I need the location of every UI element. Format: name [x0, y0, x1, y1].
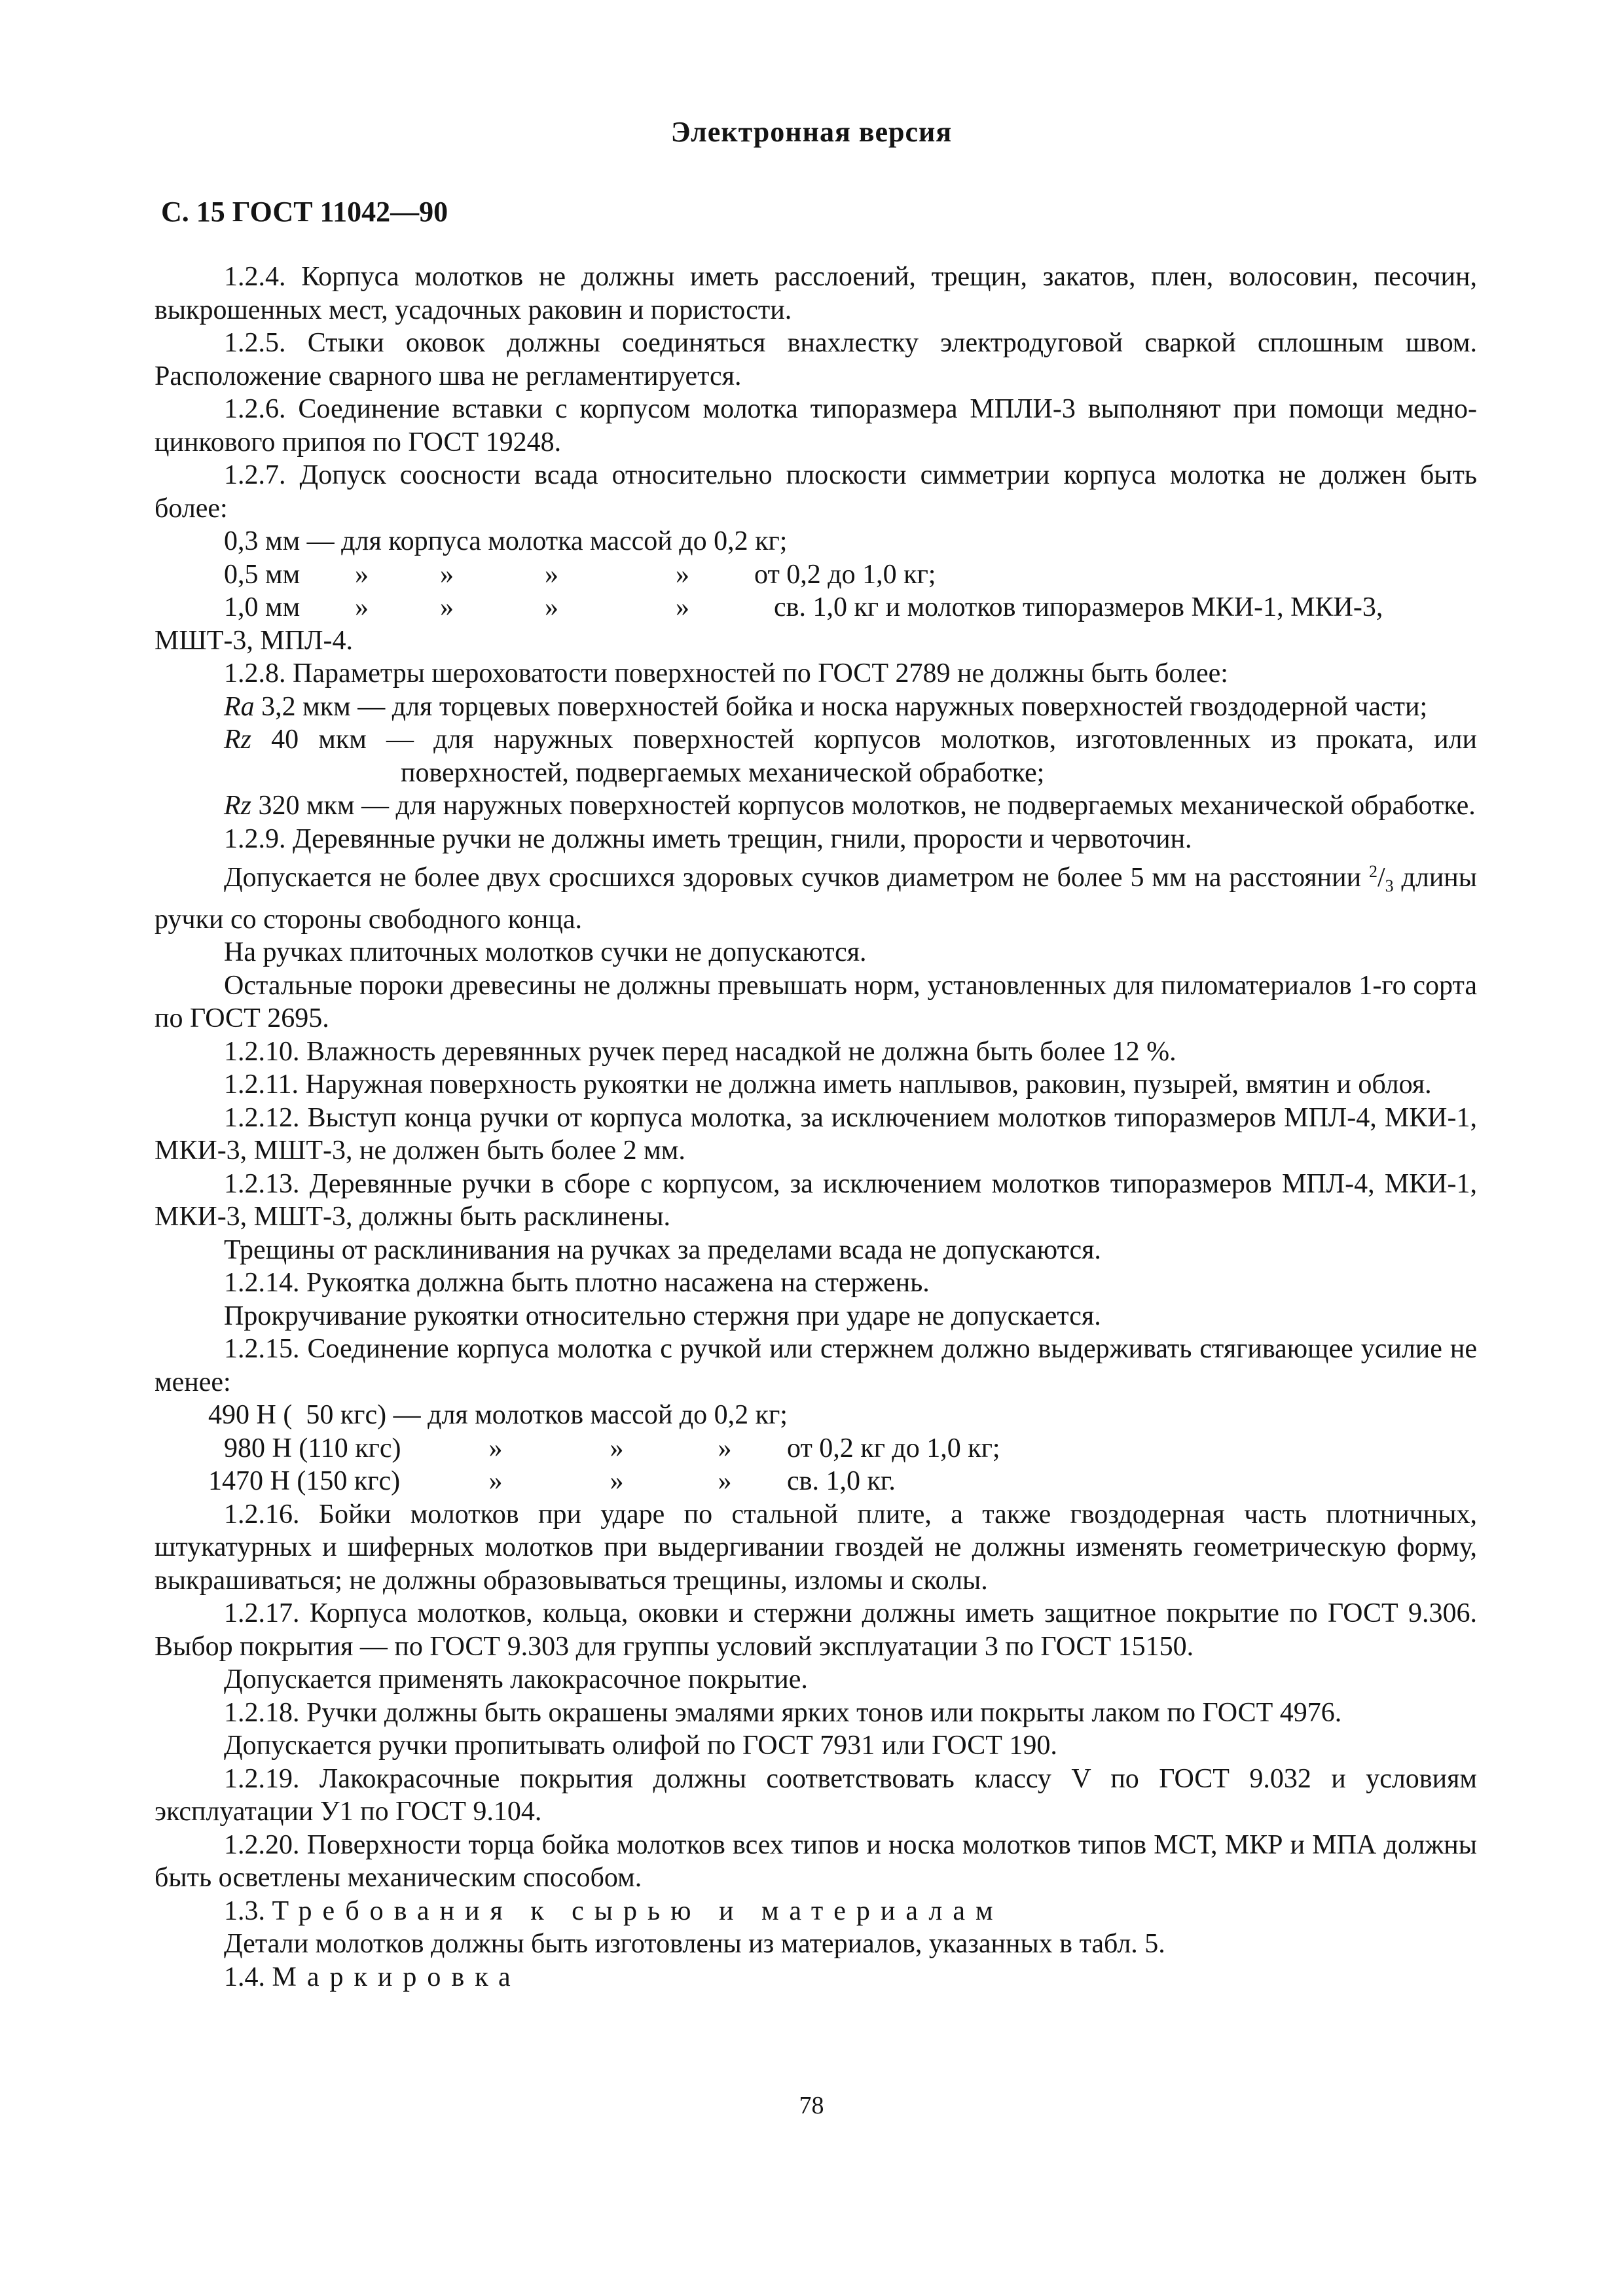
force-line-3 [155, 1465, 1477, 1498]
clause-1-2-7: 1.2.7. Допуск соосности всада относительно плоскости симметрии корпуса молотка не должен быть более: [155, 460, 1477, 524]
ditto-mark: » [488, 1466, 503, 1496]
section-1-3-text: Детали молотков должны быть изготовлены из материалов, указанных в табл. 5. [224, 1929, 1165, 1959]
clause-1-2-8: 1.2.8. Параметры шероховатости поверхностей по ГОСТ 2789 не должны быть более: [224, 658, 1228, 689]
clause-1-2-17-paint: Допускается применять лакокрасочное покрытие. [224, 1664, 808, 1695]
electronic-version-banner: Электронная версия [670, 116, 953, 148]
tolerance-value: 0,5 мм [224, 559, 301, 590]
clause-1-2-18: 1.2.18. Ручки должны быть окрашены эмалями ярких тонов или покрыты лаком по ГОСТ 4976. [224, 1697, 1342, 1728]
fraction-numerator: 2 [1368, 862, 1377, 881]
tolerance-line-2 [155, 558, 1477, 592]
clause-1-2-9: 1.2.9. Деревянные ручки не должны иметь трещин, гнили, прорости и червоточин. [224, 823, 1192, 854]
ditto-mark: » [488, 1433, 503, 1463]
clause-1-2-13-cracks: Трещины от расклинивания на ручках за пределами всада не допускаются. [224, 1234, 1101, 1265]
clause-1-2-15: 1.2.15. Соединение корпуса молотка с ручкой или стержнем должно выдерживать стягивающее усилие не менее: [155, 1334, 1477, 1397]
clause-1-2-12: 1.2.12. Выступ конца ручки от корпуса молотка, за исключением молотков типоразмеров МПЛ-4, МКИ-1, МКИ-3, МШТ-3, не должен быть более 2 мм. [155, 1102, 1477, 1166]
roughness-text: 40 мкм — для наружных поверхностей корпусов молотков, изготовленных из проката, или поверхностей, подвергаемых механической обработке; [251, 725, 1477, 788]
clause-1-2-17: 1.2.17. Корпуса молотков, кольца, оковки и стержни должны иметь защитное покрытие по ГОСТ 9.306. Выбор покрытия — по ГОСТ 9.303 для группы условий эксплуатации 3 по ГОСТ 15150. [155, 1598, 1477, 1662]
clause-1-2-16: 1.2.16. Бойки молотков при ударе по стальной плите, а также гвоздодерная часть плотничных, штукатурных и шиферных молотков при выдергивании гвоздей не должны изменять геометрическую форму, выкрашиваться; не должны образовываться трещины, изломы и сколы. [155, 1499, 1477, 1596]
clause-1-2-9-defects: Остальные пороки древесины не должны превышать норм, установленных для пиломатериалов 1-го сорта по ГОСТ 2695. [155, 970, 1477, 1033]
force-value: 1470 Н (150 кгс) [208, 1466, 401, 1496]
knots-text-a: Допускается не более двух сросшихся здоровых сучков диаметром не более 5 мм на расстоянии [224, 863, 1369, 893]
roughness-item-rz40 [155, 723, 1477, 789]
force-line-1: 490 Н ( 50 кгс) — для молотков массой до 0,2 кг; [208, 1400, 788, 1430]
clause-1-2-19: 1.2.19. Лакокрасочные покрытия должны соответствовать классу V по ГОСТ 9.032 и условиям эксплуатации У1 по ГОСТ 9.104. [155, 1763, 1477, 1827]
clause-1-2-10: 1.2.10. Влажность деревянных ручек перед насадкой не должна быть более 12 %. [224, 1036, 1176, 1067]
ditto-mark: » [440, 592, 454, 622]
ditto-mark: » [545, 592, 558, 622]
tolerance-condition: от 0,2 до 1,0 кг; [754, 559, 936, 590]
force-condition: от 0,2 кг до 1,0 кг; [787, 1433, 1000, 1463]
clause-1-2-4: 1.2.4. Корпуса молотков не должны иметь расслоений, трещин, закатов, плен, волосовин, песочин, выкрошенных мест, усадочных раковин и пористости. [155, 262, 1477, 325]
clause-1-2-14-rotation: Прокручивание рукоятки относительно стержня при ударе не допускается. [224, 1300, 1101, 1331]
roughness-symbol: Rz [224, 791, 251, 821]
clause-1-2-5: 1.2.5. Стыки оковок должны соединяться внахлестку электродуговой сваркой сплошным швом. Расположение сварного шва не регламентируется. [155, 328, 1477, 391]
tolerance-line-3 [155, 591, 1477, 624]
clause-1-2-9-tile: На ручках плиточных молотков сучки не допускаются. [224, 937, 867, 967]
ditto-mark: » [676, 592, 689, 622]
clause-1-2-9-knots [155, 855, 1477, 936]
section-number: 1.4. [224, 1962, 272, 1992]
section-1-3-heading [155, 1895, 1477, 1928]
tolerance-line-1: 0,3 мм — для корпуса молотка массой до 0,2 кг; [224, 526, 788, 556]
clause-1-2-20: 1.2.20. Поверхности торца бойка молотков всех типов и носка молотков типов МСТ, МКР и МПА должны быть осветлены механическим способом. [155, 1829, 1477, 1893]
ditto-mark: » [676, 559, 689, 590]
page-number: 78 [799, 2092, 824, 2119]
ditto-mark: » [355, 592, 369, 622]
clause-1-2-18-oil: Допускается ручки пропитывать олифой по ГОСТ 7931 или ГОСТ 190. [224, 1731, 1057, 1761]
ditto-mark: » [610, 1466, 624, 1496]
section-title: Маркировка [272, 1962, 521, 1992]
fraction-denominator: 3 [1385, 876, 1394, 895]
section-1-4-heading [155, 1961, 1477, 1994]
roughness-item-ra [155, 691, 1477, 724]
force-line-2 [155, 1432, 1477, 1465]
section-title: Требования к сырью и материалам [272, 1895, 1004, 1926]
roughness-text: 3,2 мкм — для торцевых поверхностей бойка и носка наружных поверхностей гвоздодерной части; [254, 691, 1428, 722]
ditto-mark: » [355, 559, 369, 590]
roughness-symbol: Ra [224, 691, 255, 722]
force-condition: св. 1,0 кг. [787, 1466, 896, 1496]
roughness-text: 320 мкм — для наружных поверхностей корпусов молотков, не подвергаемых механической обработке. [251, 791, 1476, 821]
roughness-symbol: Rz [224, 725, 251, 755]
fraction-slash: / [1377, 863, 1385, 893]
tolerance-condition: св. 1,0 кг и молотков типоразмеров МКИ-1, МКИ-3, [774, 592, 1383, 622]
ditto-mark: » [718, 1466, 732, 1496]
ditto-mark: » [718, 1433, 732, 1463]
section-number: 1.3. [224, 1895, 272, 1926]
clause-1-2-11: 1.2.11. Наружная поверхность рукоятки не должна иметь наплывов, раковин, пузырей, вмятин и облоя. [224, 1069, 1432, 1100]
clause-1-2-13: 1.2.13. Деревянные ручки в сборе с корпусом, за исключением молотков типоразмеров МПЛ-4, МКИ-1, МКИ-3, МШТ-3, должны быть расклинены. [155, 1168, 1477, 1232]
knots-text-b: длины ручки со стороны свободного конца. [155, 863, 1477, 935]
roughness-item-rz320 [155, 789, 1477, 823]
tolerance-value: 1,0 мм [224, 592, 301, 622]
ditto-mark: » [440, 559, 454, 590]
tolerance-line-4: МШТ-3, МПЛ-4. [155, 625, 354, 656]
ditto-mark: » [545, 559, 558, 590]
document-body [155, 260, 1477, 1994]
ditto-mark: » [610, 1433, 624, 1463]
page-header: С. 15 ГОСТ 11042—90 [161, 196, 448, 228]
clause-1-2-14: 1.2.14. Рукоятка должна быть плотно насажена на стержень. [224, 1268, 930, 1298]
force-value: 980 Н (110 кгс) [224, 1433, 401, 1463]
clause-1-2-6: 1.2.6. Соединение вставки с корпусом молотка типоразмера МПЛИ-3 выполняют при помощи медно-цинкового припоя по ГОСТ 19248. [155, 394, 1477, 457]
